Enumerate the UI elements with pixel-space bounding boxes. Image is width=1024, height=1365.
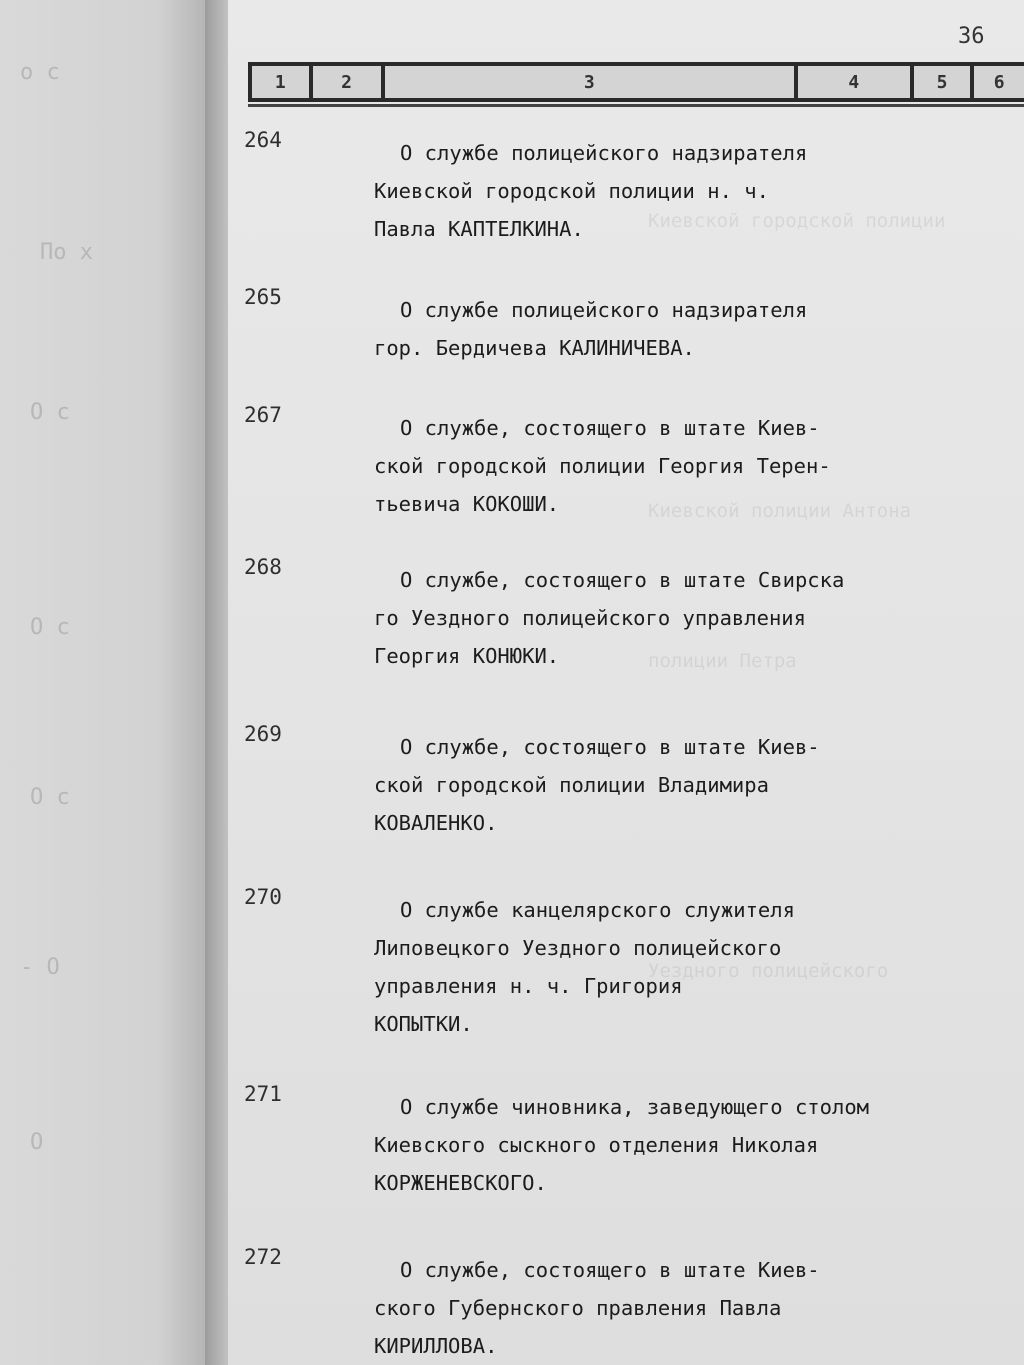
facing-page-ghost-text: о с <box>20 60 60 85</box>
entry-line: КОРЖЕНЕВСКОГО. <box>374 1171 547 1195</box>
bleed-through-text: полиции Петра <box>648 650 797 672</box>
entry-line: О службе, состоящего в штате Киев- <box>400 416 820 440</box>
entry-description <box>374 1251 1014 1365</box>
column-header-1: 1 <box>252 66 313 98</box>
column-header-3: 3 <box>385 66 798 98</box>
entry-number: 264 <box>244 128 282 152</box>
entry-line: КИРИЛЛОВА. <box>374 1334 498 1358</box>
entry-line: Киевского сыскного отделения Николая <box>374 1133 819 1157</box>
entry-description <box>374 1088 1014 1202</box>
entry-line: тьевича КОКОШИ. <box>374 492 560 516</box>
column-header-6: 6 <box>993 71 1005 93</box>
entry-line: КОПЫТКИ. <box>374 1012 473 1036</box>
entry-description <box>374 134 1014 248</box>
facing-page-ghost-text: По х <box>40 240 93 265</box>
entry-line: О службе канцелярского служителя <box>400 898 795 922</box>
entry-number: 267 <box>244 403 282 427</box>
facing-page <box>0 0 225 1365</box>
entry-line: го Уездного полицейского управления <box>374 606 806 630</box>
entry-number: 265 <box>244 285 282 309</box>
entry-line: КОВАЛЕНКО. <box>374 811 498 835</box>
entry-number: 268 <box>244 555 282 579</box>
entry-line: О службе, состоящего в штате Киев- <box>400 735 820 759</box>
column-header-5: 5 <box>914 66 975 98</box>
facing-page-ghost-text: - О <box>20 955 60 980</box>
entry-line: Киевской городской полиции н. ч. <box>374 179 769 203</box>
entry-line: О службе, состоящего в штате Свирска <box>400 568 845 592</box>
entry-line: О службе, состоящего в штате Киев- <box>400 1258 820 1282</box>
entry-description <box>374 728 1014 842</box>
bleed-through-text: Киевской полиции Антона <box>648 500 912 522</box>
entry-line: ской городской полиции Владимира <box>374 773 769 797</box>
column-header-4: 4 <box>798 66 914 98</box>
column-header-row <box>248 62 1024 102</box>
page-number: 36 <box>958 24 985 49</box>
bleed-through-text: Уездного полицейского <box>648 960 889 982</box>
facing-page-ghost-text: О с <box>30 785 70 810</box>
document-page <box>228 0 1024 1365</box>
facing-page-ghost-text: О с <box>30 615 70 640</box>
entry-number: 271 <box>244 1082 282 1106</box>
entry-description <box>374 561 1014 675</box>
entry-line: ской городской полиции Георгия Терен- <box>374 454 831 478</box>
entry-line: управления н. ч. Григория <box>374 974 683 998</box>
entry-line: О службе чиновника, заведующего столом <box>400 1095 869 1119</box>
entry-number: 270 <box>244 885 282 909</box>
entry-description <box>374 291 1014 367</box>
bleed-through-text: Киевской городской полиции <box>648 210 946 232</box>
entry-description <box>374 409 1014 523</box>
entry-line: О службе полицейского надзирателя <box>400 141 808 165</box>
entry-line: О службе полицейского надзирателя <box>400 298 808 322</box>
entry-line: ского Губернского правления Павла <box>374 1296 782 1320</box>
header-rule <box>248 104 1024 107</box>
entry-line: Павла КАПТЕЛКИНА. <box>374 217 584 241</box>
facing-page-ghost-text: О <box>30 1130 44 1155</box>
entry-line: Георгия КОНЮКИ. <box>374 644 560 668</box>
entry-description <box>374 891 1014 1043</box>
entry-line: Липовецкого Уездного полицейского <box>374 936 782 960</box>
entry-number: 272 <box>244 1245 282 1269</box>
entry-number: 269 <box>244 722 282 746</box>
facing-page-ghost-text: О с <box>30 400 70 425</box>
entry-line: гор. Бердичева КАЛИНИЧЕВА. <box>374 336 695 360</box>
column-header-2: 2 <box>313 66 385 98</box>
